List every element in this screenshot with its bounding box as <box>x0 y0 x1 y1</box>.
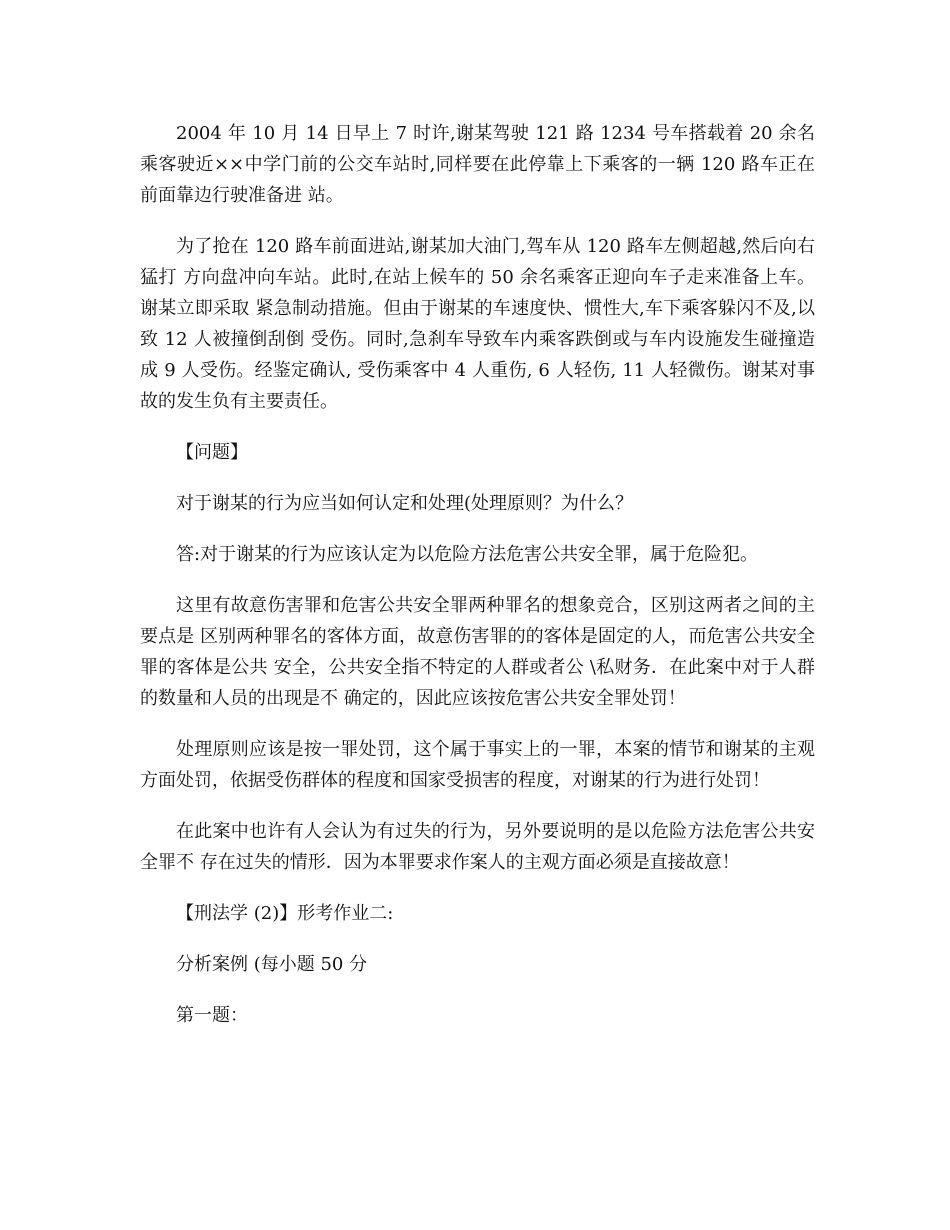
case-analysis-instruction: 分析案例 (每小题 50 分 <box>176 954 368 975</box>
case-facts-paragraph: 2004 年 10 月 14 日早上 7 时许,谢某驾驶 121 路 1234 号车搭载着 20 余名乘客驶近××中学门前的公交车站时,同样要在此停靠上下乘客的一辆 120 路车正在前面靠边行驶准备进 站。 <box>140 123 815 206</box>
analysis-paragraph: 这里有故意伤害罪和危害公共安全罪两种罪名的想象竞合，区别这两者之间的主要点是 区别两种罪名的客体方面，故意伤害罪的的客体是固定的人，而危害公共安全罪的客体是公共 安全，公共安全指不特定的人群或者公 \私财务．在此案中对于人群的数量和人员的出现是不 确定的，因此应该按危害公共安全罪处罚！ <box>140 595 815 709</box>
question-heading: 【问题】 <box>176 442 248 463</box>
document-body <box>140 118 815 1051</box>
assignment-heading: 【刑法学 (2)】形考作业二: <box>176 903 394 924</box>
first-question-label: 第一题： <box>176 1005 248 1026</box>
principle-paragraph: 处理原则应该是按一罪处罚，这个属于事实上的一罪，本案的情节和谢某的主观方面处罚，依据受伤群体的程度和国家受损害的程度，对谢某的行为进行处罚！ <box>140 739 815 791</box>
question-text: 对于谢某的行为应当如何认定和处理(处理原则？为什么？ <box>176 493 634 514</box>
case-details-paragraph: 为了抢在 120 路车前面进站,谢某加大油门,驾车从 120 路车左侧超越,然后向右猛打 方向盘冲向车站。此时,在站上候车的 50 余名乘客正迎向车子走来准备上车。谢某立即采取 紧急制动措施。但由于谢某的车速度快、惯性大,车下乘客躲闪不及,以致 12 人被撞倒刮倒 受伤。同时,急刹车导致车内乘客跌倒或与车内设施发生碰撞造成 9 人受伤。经鉴定确认, 受伤乘客中 4 人重伤, 6 人轻伤, 11 人轻微伤。谢某对事故的发生负有主要责任。 <box>140 236 815 412</box>
answer-paragraph: 答:对于谢某的行为应该认定为以危险方法危害公共安全罪，属于危险犯。 <box>176 544 759 565</box>
note-paragraph: 在此案中也许有人会认为有过失的行为，另外要说明的是以危险方法危害公共安全罪不 存在过失的情形．因为本罪要求作案人的主观方面必须是直接故意！ <box>140 821 815 873</box>
